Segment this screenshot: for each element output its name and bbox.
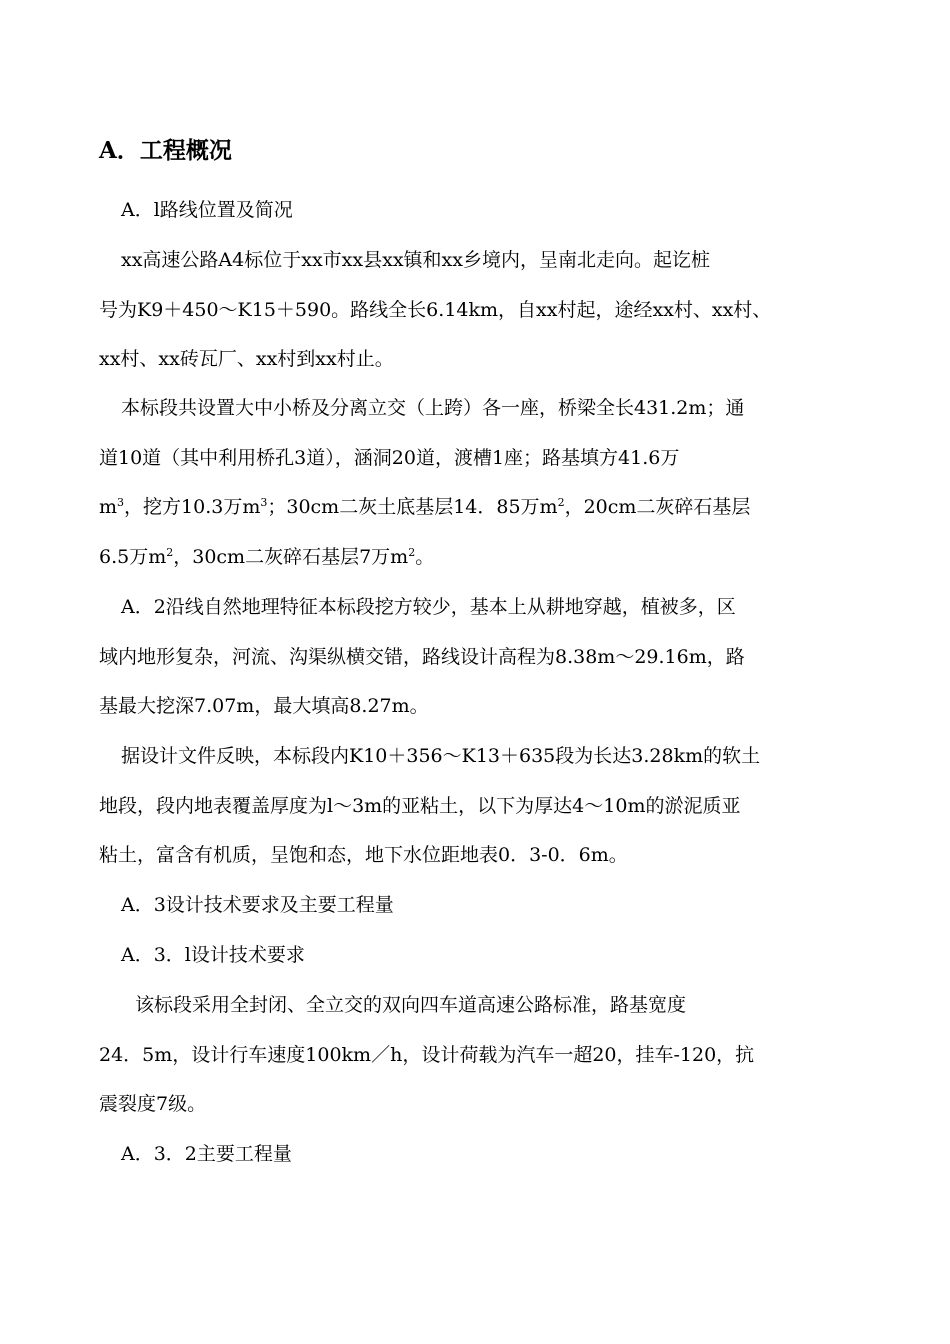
- paragraph-route-location: [99, 236, 851, 385]
- paragraph-line: 号为K9＋450～K15＋590。路线全长6.14km，自xx村起，途经xx村、xx村、: [99, 298, 772, 321]
- paragraph-line: 24．5m，设计行车速度100km／h，设计荷载为汽车一超20，挂车-120，抗: [99, 1043, 755, 1066]
- paragraph-line: 域内地形复杂，河流、沟渠纵横交错，路线设计高程为8.38m～29.16m，路: [99, 645, 745, 668]
- paragraph-geography: [99, 583, 851, 732]
- subsection-title-main-quantities: [99, 1130, 851, 1180]
- section-heading: A．工程概况: [99, 137, 232, 164]
- paragraph-standard: [99, 981, 851, 1130]
- paragraph-line: 基最大挖深7.07m，最大填高8.27m。: [99, 695, 429, 718]
- paragraph-line: 据设计文件反映，本标段内K10＋356～K13＋635段为长达3.28km的软土: [121, 745, 761, 767]
- paragraph-line: 震裂度7级。: [99, 1093, 207, 1116]
- subsection-title-text: A．3设计技术要求及主要工程量: [121, 894, 394, 916]
- paragraph-line: 本标段共设置大中小桥及分离立交（上跨）各一座，桥梁全长431.2m；通: [121, 397, 745, 419]
- subsection-title-route: [99, 186, 851, 236]
- paragraph-line: xx高速公路A4标位于xx市xx县xx镇和xx乡境内，呈南北走向。起讫桩: [121, 249, 710, 271]
- paragraph-line: $m^3$，挖方10.3万$m^3$；30cm二灰土底基层14．85万$m^2$，20cm二灰碎石基层: [99, 496, 751, 519]
- subsection-title-tech-requirements: [99, 931, 851, 981]
- paragraph-soft-soil: [99, 732, 851, 881]
- paragraph-line: 地段，段内地表覆盖厚度为l～3m的亚粘土，以下为厚达4～10m的淤泥质亚: [99, 794, 741, 817]
- paragraph-line: 6.5万$m^2$，30cm二灰碎石基层7万$m^2$。: [99, 545, 435, 568]
- subsection-title-text: A．3．l设计技术要求: [121, 944, 305, 966]
- paragraph-quantities: [99, 384, 851, 582]
- subsection-title-text: A．l路线位置及简况: [121, 199, 293, 221]
- paragraph-line: xx村、xx砖瓦厂、xx村到xx村止。: [99, 348, 394, 371]
- paragraph-line: 该标段采用全封闭、全立交的双向四车道高速公路标准，路基宽度: [135, 994, 687, 1016]
- paragraph-line: 道10道（其中利用桥孔3道），涵洞20道，渡槽1座；路基填方41.6万: [99, 446, 680, 469]
- subsection-title-design: [99, 881, 851, 931]
- paragraph-line: 粘土，富含有机质，呈饱和态，地下水位距地表0．3-0．6m。: [99, 844, 628, 867]
- paragraph-line: A．2沿线自然地理特征本标段挖方较少，基本上从耕地穿越，植被多，区: [121, 596, 736, 618]
- subsection-title-text: A．3．2主要工程量: [121, 1143, 292, 1165]
